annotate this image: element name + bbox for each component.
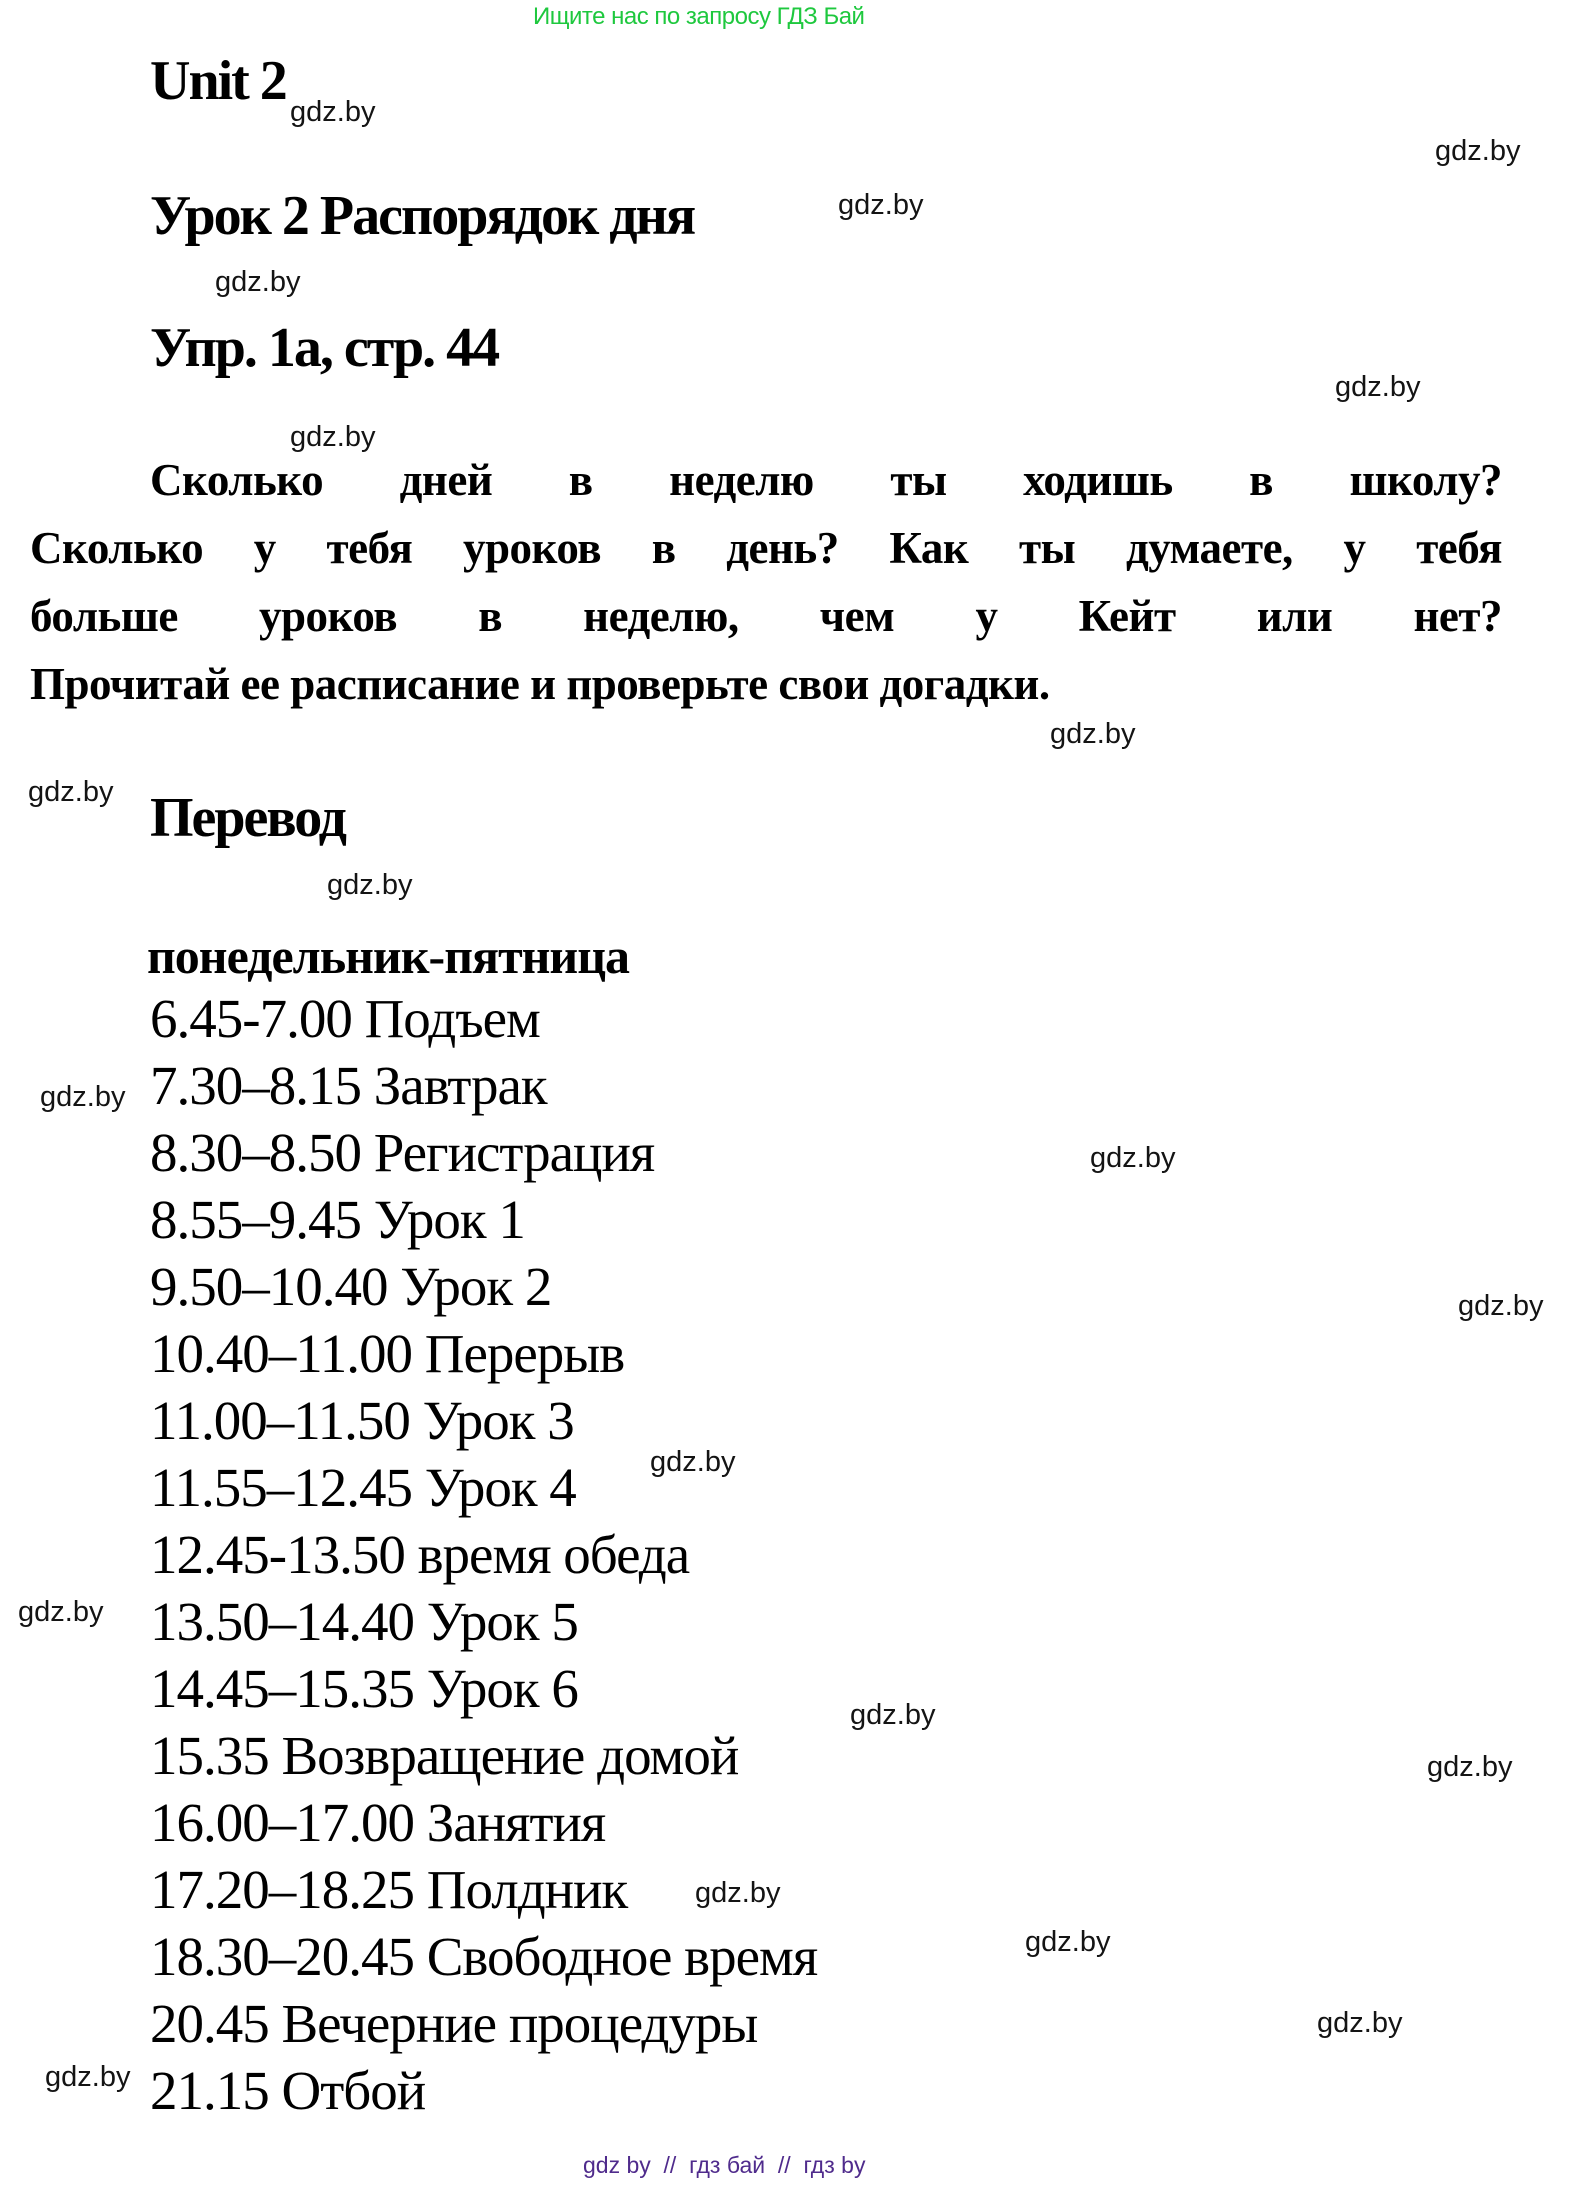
schedule-line (150, 1792, 606, 1853)
task-line: больше уроков в неделю, чем у Кейт или нет? (30, 591, 1502, 641)
gdz-watermark: gdz.by (40, 1081, 126, 1113)
schedule-time: 10.40–11.00 (150, 1323, 412, 1384)
schedule-time: 18.30–20.45 (150, 1926, 414, 1987)
gdz-watermark: gdz.by (18, 1596, 104, 1628)
schedule-time: 9.50–10.40 (150, 1256, 388, 1317)
gdz-watermark: gdz.by (850, 1699, 936, 1731)
schedule-activity: Урок 1 (373, 1189, 525, 1250)
gdz-watermark: gdz.by (1317, 2007, 1403, 2039)
schedule-time: 13.50–14.40 (150, 1591, 414, 1652)
gdz-watermark: gdz.by (838, 189, 924, 221)
gdz-watermark: gdz.by (45, 2061, 131, 2093)
gdz-watermark: gdz.by (695, 1877, 781, 1909)
schedule-activity: Урок 4 (424, 1457, 576, 1518)
gdz-watermark: gdz.by (650, 1446, 736, 1478)
schedule-line (150, 1457, 576, 1518)
schedule-time: 21.15 (150, 2060, 269, 2121)
gdz-watermark: gdz.by (1458, 1290, 1544, 1322)
schedule-line (150, 1725, 739, 1786)
schedule-line (150, 1122, 655, 1183)
schedule-activity: Регистрация (373, 1122, 655, 1183)
task-paragraph (30, 446, 1502, 718)
schedule-activity: Урок 2 (400, 1256, 552, 1317)
schedule-time: 11.00–11.50 (150, 1390, 410, 1451)
task-line: Сколько у тебя уроков в день? Как ты думаете, у тебя (30, 523, 1502, 573)
gdz-watermark: gdz.by (1335, 371, 1421, 403)
schedule-activity: Вечерние процедуры (281, 1993, 758, 2054)
gdz-watermark: gdz.by (1435, 135, 1521, 167)
schedule-line (150, 1189, 525, 1250)
schedule-activity: Свободное время (426, 1926, 818, 1987)
footer-note: gdz by // гдз бай // гдз by (583, 2152, 866, 2178)
task-line: Прочитай ее расписание и проверьте свои догадки. (30, 659, 1050, 709)
schedule-time: 6.45-7.00 (150, 988, 352, 1049)
gdz-watermark: gdz.by (1050, 718, 1136, 750)
schedule-time: 20.45 (150, 1993, 269, 2054)
schedule-activity: Возвращение домой (281, 1725, 739, 1786)
schedule-time: 8.30–8.50 (150, 1122, 361, 1183)
schedule-line (150, 1323, 625, 1384)
schedule-time: 14.45–15.35 (150, 1658, 414, 1719)
schedule-line (150, 1390, 574, 1451)
gdz-watermark: gdz.by (28, 776, 114, 808)
schedule-line (150, 1859, 628, 1920)
schedule-line (150, 1256, 552, 1317)
schedule-line (150, 1524, 690, 1585)
schedule-line (150, 1055, 547, 1116)
schedule-line (150, 1926, 818, 1987)
schedule-days-heading: понедельник-пятница (147, 928, 630, 984)
unit-heading: Unit 2 (150, 50, 286, 112)
schedule-time: 11.55–12.45 (150, 1457, 412, 1518)
schedule-activity: Урок 5 (426, 1591, 578, 1652)
schedule-line (150, 1658, 578, 1719)
schedule-line (150, 2060, 426, 2121)
schedule-time: 15.35 (150, 1725, 269, 1786)
schedule-activity: Урок 6 (426, 1658, 578, 1719)
gdz-watermark: gdz.by (1025, 1926, 1111, 1958)
schedule-time: 12.45-13.50 (150, 1524, 405, 1585)
site-promo-note: Ищите нас по запросу ГДЗ Бай (533, 3, 865, 30)
schedule-line (150, 988, 540, 1049)
translation-heading: Перевод (150, 787, 345, 849)
exercise-heading: Упр. 1а, стр. 44 (150, 317, 499, 379)
schedule-activity: Полдник (426, 1859, 628, 1920)
schedule-activity: Перерыв (424, 1323, 625, 1384)
gdz-watermark: gdz.by (290, 421, 376, 453)
schedule-time: 17.20–18.25 (150, 1859, 414, 1920)
task-line: Сколько дней в неделю ты ходишь в школу? (150, 455, 1502, 505)
schedule-time: 8.55–9.45 (150, 1189, 361, 1250)
gdz-watermark: gdz.by (290, 96, 376, 128)
schedule-activity: Подъем (364, 988, 540, 1049)
schedule-activity: Урок 3 (422, 1390, 574, 1451)
gdz-watermark: gdz.by (1427, 1751, 1513, 1783)
schedule-time: 16.00–17.00 (150, 1792, 414, 1853)
lesson-heading: Урок 2 Распорядок дня (150, 185, 695, 247)
gdz-watermark: gdz.by (327, 869, 413, 901)
gdz-watermark: gdz.by (215, 266, 301, 298)
schedule-line (150, 1993, 758, 2054)
schedule-activity: Занятия (426, 1792, 606, 1853)
schedule-time: 7.30–8.15 (150, 1055, 361, 1116)
schedule-activity: Отбой (281, 2060, 426, 2121)
gdz-watermark: gdz.by (1090, 1142, 1176, 1174)
schedule-line (150, 1591, 578, 1652)
schedule-activity: Завтрак (373, 1055, 547, 1116)
schedule-activity: время обеда (417, 1524, 690, 1585)
